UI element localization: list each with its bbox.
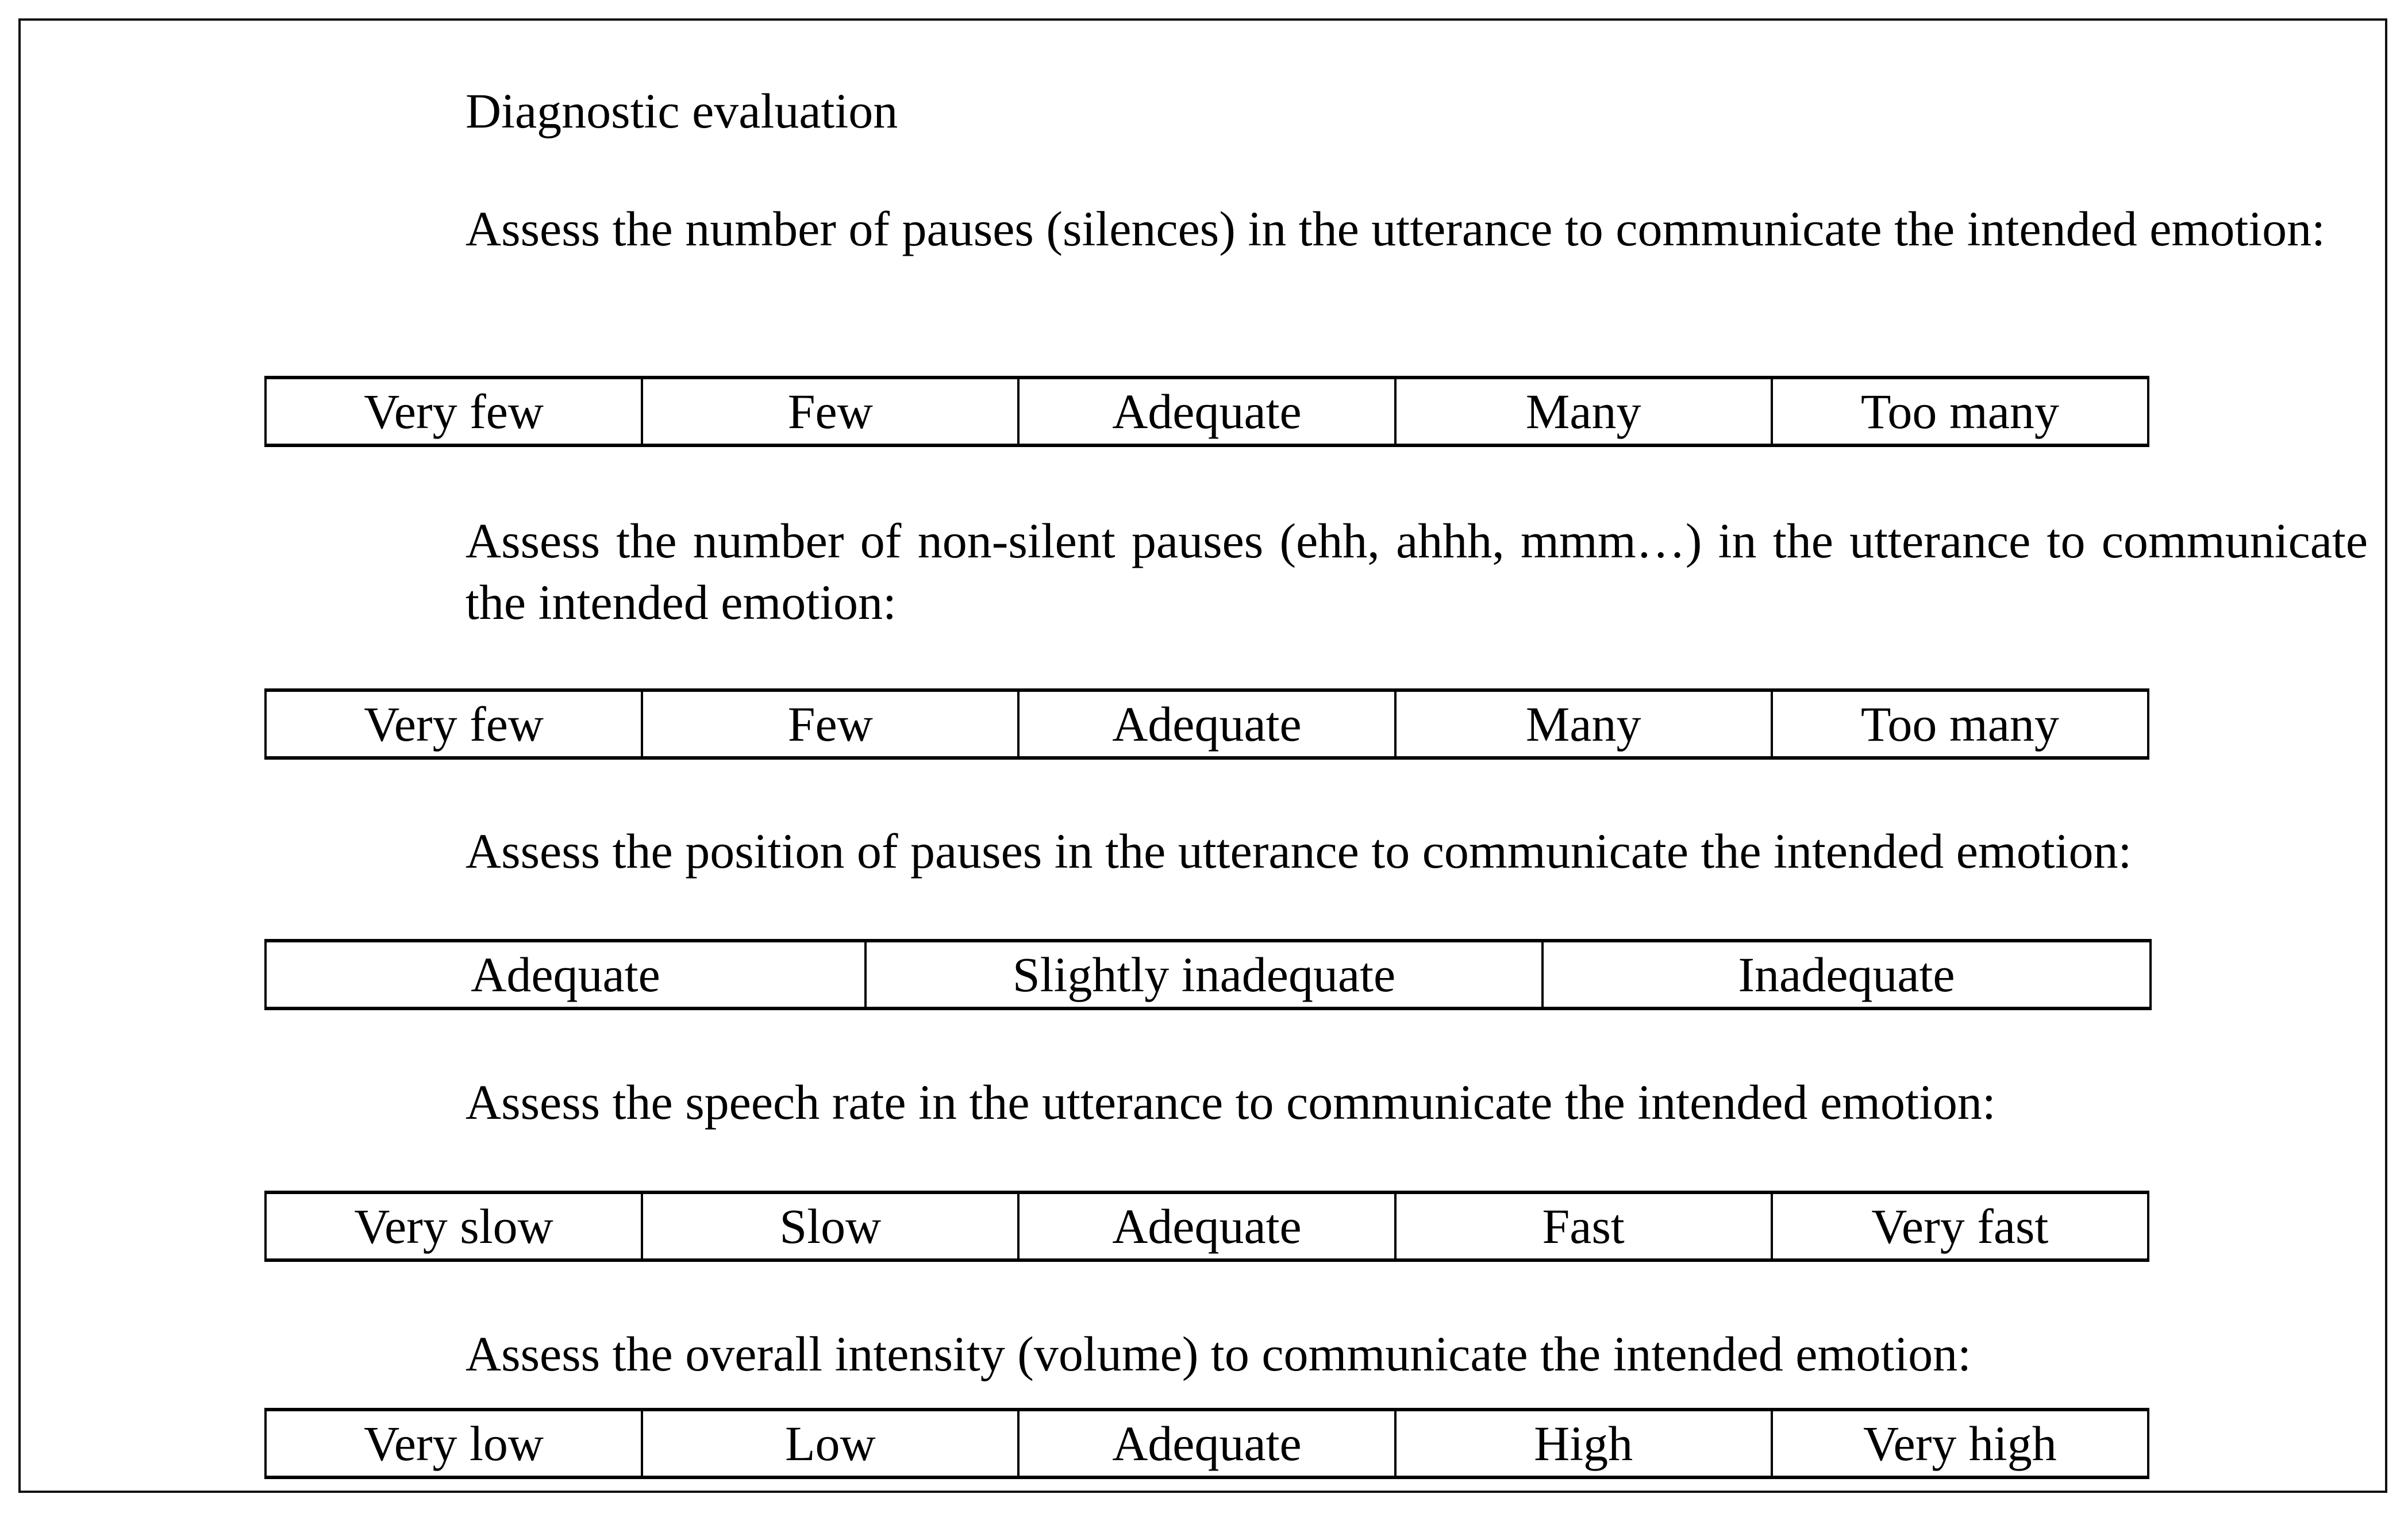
q5-option-very-low[interactable]: Very low <box>266 1410 642 1477</box>
question-5-prompt: Assess the overall intensity (volume) to communicate the intended emotion: <box>466 1326 1972 1381</box>
q4-option-slow[interactable]: Slow <box>642 1192 1018 1260</box>
q4-option-very-fast[interactable]: Very fast <box>1772 1192 2148 1260</box>
q5-option-low[interactable]: Low <box>642 1410 1018 1477</box>
q1-option-too-many[interactable]: Too many <box>1772 378 2148 445</box>
q3-option-adequate[interactable]: Adequate <box>266 941 866 1008</box>
q3-option-slightly-inadequate[interactable]: Slightly inadequate <box>866 941 1542 1008</box>
question-3-scale <box>264 939 2152 1010</box>
q4-option-fast[interactable]: Fast <box>1395 1192 1772 1260</box>
q2-option-few[interactable]: Few <box>642 690 1018 758</box>
question-1-scale <box>264 376 2149 447</box>
q5-option-high[interactable]: High <box>1395 1410 1772 1477</box>
q1-option-very-few[interactable]: Very few <box>266 378 642 445</box>
question-4-scale <box>264 1191 2149 1262</box>
q5-option-very-high[interactable]: Very high <box>1772 1410 2148 1477</box>
q2-option-very-few[interactable]: Very few <box>266 690 642 758</box>
question-4-prompt: Assess the speech rate in the utterance to communicate the intended emotion: <box>466 1075 1996 1130</box>
q2-option-adequate[interactable]: Adequate <box>1018 690 1395 758</box>
page-title: Diagnostic evaluation <box>466 83 898 138</box>
question-5-scale <box>264 1408 2149 1479</box>
q1-option-many[interactable]: Many <box>1395 378 1772 445</box>
q5-option-adequate[interactable]: Adequate <box>1018 1410 1395 1477</box>
q2-option-too-many[interactable]: Too many <box>1772 690 2148 758</box>
q1-option-adequate[interactable]: Adequate <box>1018 378 1395 445</box>
question-2-prompt: Assess the number of non-silent pauses (ehh, ahhh, mmm…) in the utterance to communicate the intended emotion: <box>466 513 2368 630</box>
q4-option-adequate[interactable]: Adequate <box>1018 1192 1395 1260</box>
question-2-scale <box>264 688 2149 760</box>
question-1-prompt: Assess the number of pauses (silences) in the utterance to communicate the intended emotion: <box>466 201 2326 256</box>
q2-option-many[interactable]: Many <box>1395 690 1772 758</box>
q4-option-very-slow[interactable]: Very slow <box>266 1192 642 1260</box>
q3-option-inadequate[interactable]: Inadequate <box>1542 941 2151 1008</box>
question-3-prompt: Assess the position of pauses in the utterance to communicate the intended emotion: <box>466 823 2132 879</box>
q1-option-few[interactable]: Few <box>642 378 1018 445</box>
